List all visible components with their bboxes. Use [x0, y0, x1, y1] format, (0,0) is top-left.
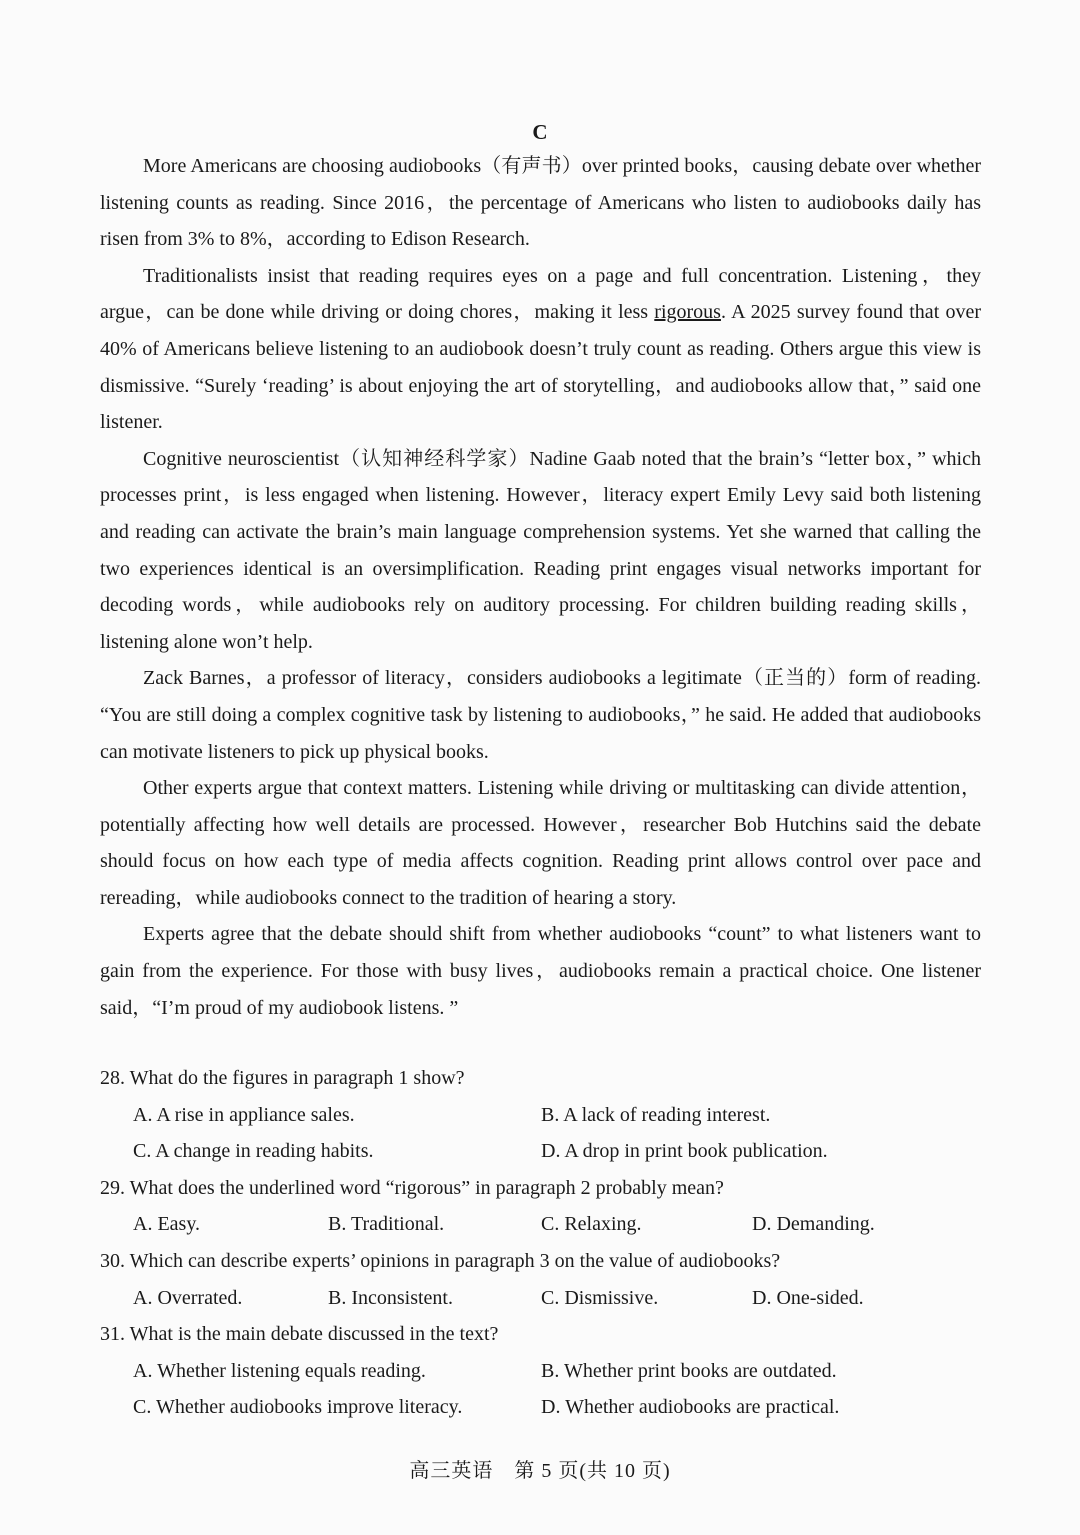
option-c: C. Dismissive. — [541, 1286, 659, 1309]
underlined-word: rigorous — [654, 301, 721, 324]
option-b: B. A lack of reading interest. — [541, 1103, 771, 1126]
option-group — [100, 1097, 981, 1170]
option-a: A. Overrated. — [133, 1286, 243, 1309]
option-d: D. Demanding. — [752, 1213, 875, 1236]
question-list — [100, 1060, 981, 1426]
question-stem: 29. What does the underlined word “rigorous” in paragraph 2 probably mean? — [100, 1176, 724, 1199]
option-a: A. A rise in appliance sales. — [133, 1103, 355, 1126]
page-footer: 高三英语 第 5 页(共 10 页) — [409, 1460, 671, 1482]
question-28 — [100, 1060, 981, 1170]
option-b: B. Traditional. — [328, 1213, 445, 1236]
option-b: B. Whether print books are outdated. — [541, 1359, 837, 1382]
section-heading: C — [532, 120, 548, 144]
option-b: B. Inconsistent. — [328, 1286, 453, 1309]
option-a: A. Easy. — [133, 1213, 201, 1236]
paragraph-6: Experts agree that the debate should shift from whether audiobooks “count” to what listeners want to gain from the experience. For those with busy lives，audiobooks remain a practical choice. One listener said，“I’m proud of my audiobook listens. ” — [100, 923, 981, 1019]
paragraph-5: Other experts argue that context matters. Listening while driving or multitasking can divide attention，potentially affecting how well details are processed. However，researcher Bob Hutchins said the debate should focus on how each type of media affects cognition. Reading print allows control over pace and rereading，while audiobooks connect to the tradition of hearing a story. — [100, 777, 981, 909]
option-group — [100, 1206, 981, 1243]
paragraph-2-text-before: Traditionalists insist that reading requires eyes on a page and full concentration. Listening，they argue，can be done while driving or doing chores，making it less — [100, 264, 981, 324]
option-a: A. Whether listening equals reading. — [133, 1359, 426, 1382]
option-c: C. Whether audiobooks improve literacy. — [133, 1396, 463, 1419]
question-stem: 31. What is the main debate discussed in the text? — [100, 1323, 499, 1346]
option-d: D. One-sided. — [752, 1286, 864, 1309]
paragraph-4: Zack Barnes，a professor of literacy，considers audiobooks a legitimate（正当的）form of reading. “You are still doing a complex cognitive task by listening to audiobooks，” he said. He added that audiobooks can motivate listeners to pick up physical books. — [100, 667, 981, 763]
question-stem: 28. What do the figures in paragraph 1 show? — [100, 1067, 465, 1089]
paragraph-2 — [100, 258, 981, 441]
reading-passage — [100, 148, 981, 1026]
option-d: D. A drop in print book publication. — [541, 1140, 828, 1163]
option-d: D. Whether audiobooks are practical. — [541, 1396, 840, 1419]
paragraph-2-text-after: . A 2025 survey found that over 40% of Americans believe listening to an audiobook doesn’t truly count as reading. Others argue this view is dismissive. “Surely ‘reading’ is about enjoying the art of storytelling，and audiobooks allow that，” said one listener. — [100, 301, 981, 434]
paragraph-3: Cognitive neuroscientist（认知神经科学家）Nadine Gaab noted that the brain’s “letter box，” which processes print，is less engaged when listening. However，literacy expert Emily Levy said both listening and reading can activate the brain’s main language comprehension systems. Yet she warned that calling the two experiences identical is an oversimplification. Reading print engages visual networks important for decoding words，while audiobooks rely on auditory processing. For children building reading skills，listening alone won’t help. — [100, 447, 981, 653]
paragraph-1: More Americans are choosing audiobooks（有声书）over printed books，causing debate over whether listening counts as reading. Since 2016，the percentage of Americans who listen to audiobooks daily has risen from 3% to 8%，according to Edison Research. — [100, 155, 981, 251]
question-29 — [100, 1170, 981, 1243]
option-group — [100, 1353, 981, 1426]
question-31 — [100, 1316, 981, 1426]
question-stem: 30. Which can describe experts’ opinions in paragraph 3 on the value of audiobooks? — [100, 1249, 781, 1272]
question-30 — [100, 1243, 981, 1316]
option-group — [100, 1280, 981, 1317]
option-c: C. Relaxing. — [541, 1213, 642, 1236]
option-c: C. A change in reading habits. — [133, 1140, 374, 1163]
